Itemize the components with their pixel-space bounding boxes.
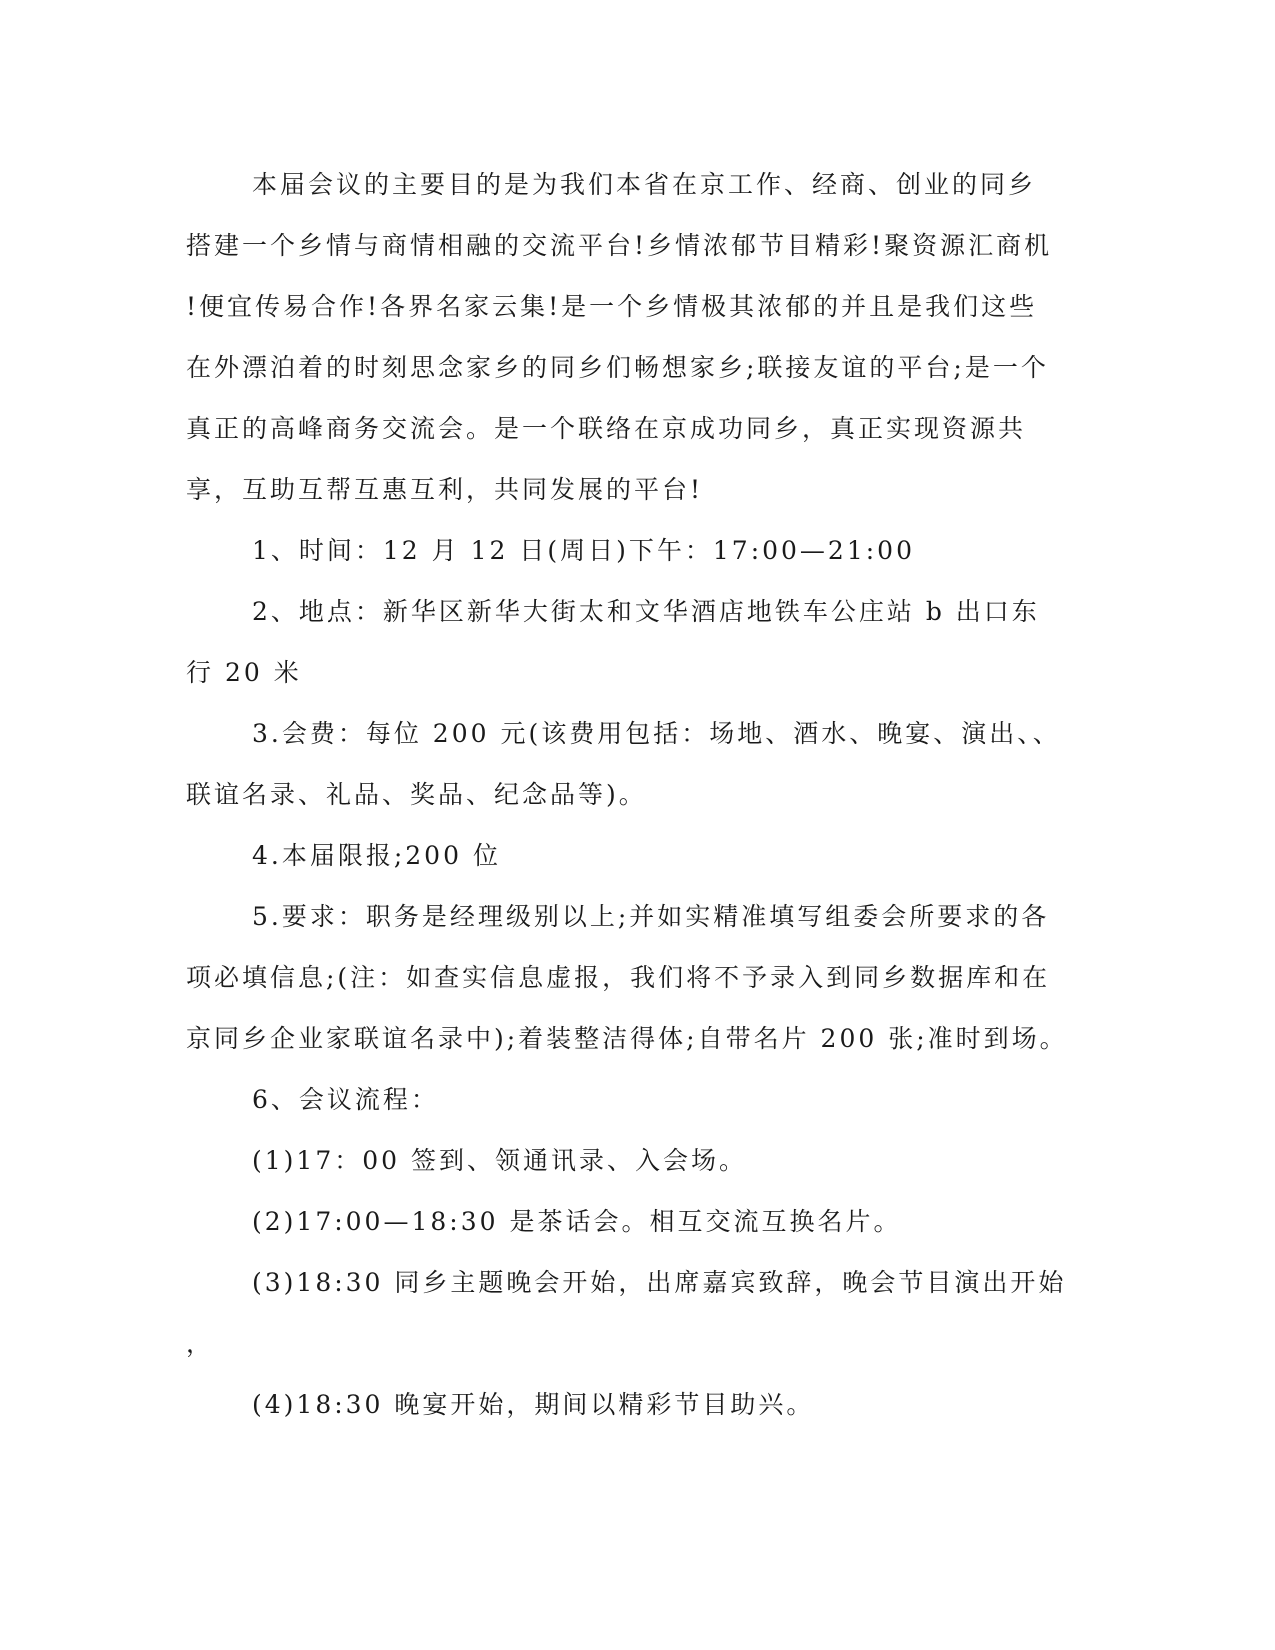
paragraph-step-4 [186, 1374, 1066, 1435]
text-line: 行 20 米 [186, 658, 302, 687]
paragraph-limit [186, 825, 1066, 886]
text-line: 4.本届限报;200 位 [252, 841, 501, 870]
text-line: 3.会费：每位 200 元(该费用包括：场地、酒水、晚宴、演出、、 [252, 719, 1061, 748]
text-line: ， [186, 1329, 215, 1358]
text-line: (3)18:30 同乡主题晚会开始，出席嘉宾致辞，晚会节目演出开始 [252, 1268, 1067, 1297]
text-line: (2)17:00—18:30 是茶话会。相互交流互换名片。 [252, 1207, 902, 1236]
text-line: 真正的高峰商务交流会。是一个联络在京成功同乡，真正实现资源共 [186, 414, 1027, 443]
text-line: (4)18:30 晚宴开始，期间以精彩节目助兴。 [252, 1390, 815, 1419]
document-body [186, 154, 1066, 1435]
text-line: 5.要求：职务是经理级别以上;并如实精准填写组委会所要求的各 [252, 902, 1050, 931]
text-line: 6、会议流程： [252, 1085, 439, 1114]
paragraph-step-1 [186, 1130, 1066, 1191]
paragraph-intro [186, 154, 1066, 520]
text-line: !便宜传易合作!各界名家云集!是一个乡情极其浓郁的并且是我们这些 [186, 292, 1038, 321]
text-line: 在外漂泊着的时刻思念家乡的同乡们畅想家乡;联接友谊的平台;是一个 [186, 353, 1049, 382]
paragraph-requirements [186, 886, 1066, 1069]
text-line: 1、时间：12 月 12 日(周日)下午：17:00—21:00 [252, 536, 915, 565]
text-line: 项必填信息;(注：如查实信息虚报，我们将不予录入到同乡数据库和在 [186, 963, 1051, 992]
text-line: 享，互助互帮互惠互利，共同发展的平台! [186, 475, 704, 504]
paragraph-fee [186, 703, 1066, 825]
text-line: 搭建一个乡情与商情相融的交流平台!乡情浓郁节目精彩!聚资源汇商机 [186, 231, 1053, 260]
paragraph-process-heading [186, 1069, 1066, 1130]
text-line: 联谊名录、礼品、奖品、纪念品等)。 [186, 780, 647, 809]
paragraph-location [186, 581, 1066, 703]
text-line: 京同乡企业家联谊名录中);着装整洁得体;自带名片 200 张;准时到场。 [186, 1024, 1068, 1053]
paragraph-step-2 [186, 1191, 1066, 1252]
text-line: 本届会议的主要目的是为我们本省在京工作、经商、创业的同乡 [252, 170, 1037, 199]
paragraph-step-3 [186, 1252, 1066, 1374]
text-line: 2、地点：新华区新华大街太和文华酒店地铁车公庄站 b 出口东 [252, 597, 1040, 626]
paragraph-time [186, 520, 1066, 581]
text-line: (1)17：00 签到、领通讯录、入会场。 [252, 1146, 747, 1175]
